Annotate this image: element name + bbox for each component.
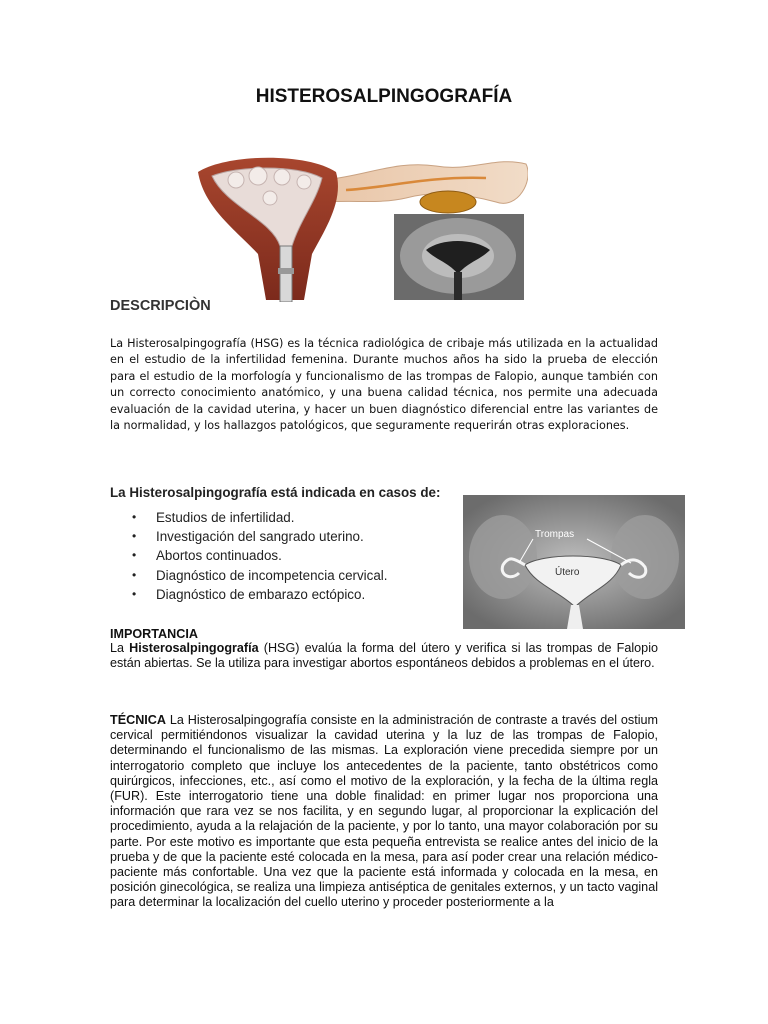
importancia-lead: La (110, 641, 130, 655)
tecnica-paragraph (110, 713, 658, 911)
descripcion-heading: DESCRIPCIÒN (110, 298, 211, 314)
list-item: • Diagnóstico de incompetencia cervical. (110, 566, 450, 585)
importancia-paragraph (110, 641, 658, 671)
xray-label-utero: Útero (555, 567, 580, 578)
list-item: • Estudios de infertilidad. (110, 508, 450, 527)
descripcion-paragraph: La Histerosalpingografía (HSG) es la técnica radiológica de cribaje más utilizada en la actualidad en el estudio de la infertilidad femenina. Durante muchos años ha sido la prueba de elección para el estudio de la morfología y funcionalismo de las trompas de Falopio, aunque también con un correcto conocimiento anatómico, y una buena calidad técnica, nos permite una adecuada evaluación de la cavidad uterina, y hacer un buen diagnóstico diferencial entre las variantes de la normalidad, y los hallazgos patológicos, que seguramente requerirán otras exploraciones. (110, 337, 658, 433)
hsg-xray-image (463, 495, 685, 629)
xray-label-trompas: Trompas (535, 529, 575, 540)
page-title: HISTEROSALPINGOGRAFÍA (255, 86, 513, 107)
importancia-heading: IMPORTANCIA (110, 627, 198, 641)
list-item: • Diagnóstico de embarazo ectópico. (110, 585, 450, 604)
tecnica-text: La Histerosalpingografía consiste en la administración de contraste a través del ostium cervical permitiéndonos visualizar la cavidad uterina y la luz de las trompas de Falopio, determinando el funcionalismo de las mismas. La exploración viene precedida siempre por un interrogatorio completo que incluye los antecedentes de la paciente, tanto obstétricos como quirúrgicos, infecciones, etc., así como el motivo de la exploración, y la fecha de la última regla (FUR). Este interrogatorio tiene una doble finalidad: en primer lugar nos proporciona una información que rara vez se nos facilita, y en segundo lugar, al proporcionar la explicación del procedimiento, ayuda a la relajación de la paciente, y por lo tanto, una mayor colaboración por su parte. Por este motivo es importante que esta pequeña entrevista se realice antes del inicio de la prueba y de que la paciente esté colocada en la mesa, para así poder crear una relación médico-paciente más confortable. Una vez que la paciente está informada y colocada en la mesa, en posición ginecológica, se realiza una limpieza antiséptica de genitales externos, y un tacto vaginal para determinar la localización del cuello uterino y proceder posteriormente a la (110, 713, 658, 910)
indicaciones-list (110, 508, 450, 604)
list-item: • Abortos continuados. (110, 546, 450, 565)
importancia-text: (HSG) evalúa la forma del útero y verifica si las trompas de Falopio están abiertas. Se la utiliza para investigar abortos espontáneos debidos a problemas en el útero. (110, 641, 658, 671)
tecnica-heading: TÉCNICA (110, 713, 166, 727)
uterus-illustration (196, 150, 528, 302)
importancia-bold-term: Histerosalpingografía (129, 641, 259, 655)
indicaciones-heading: La Histerosalpingografía está indicada en casos de: (110, 485, 441, 500)
list-item: • Investigación del sangrado uterino. (110, 527, 450, 546)
